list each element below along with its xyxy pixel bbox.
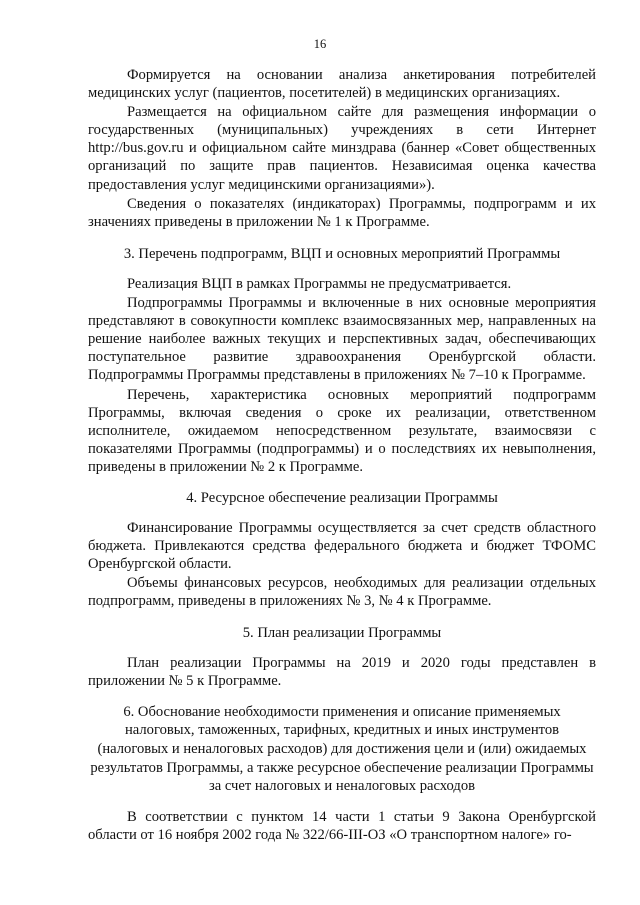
- document-body: [88, 66, 596, 844]
- page-number: 16: [313, 37, 327, 51]
- section-6-heading: 6. Обоснование необходимости применения и описание применяемых налоговых, таможенных, тарифных, кредитных и иных инструментов (налоговых и неналоговых расходов) для достижения цели и (или) ожидаемых результатов Программы, а также ресурсное обеспечение реализации Программы за счет налоговых и неналоговых расходов: [90, 703, 594, 795]
- section-4-paragraph-1: Финансирование Программы осуществляется за счет средств областного бюджета. Привлекаются средства федерального бюджета и бюджет ТФОМС Оренбургской области.: [88, 520, 596, 573]
- section-5-heading: 5. План реализации Программы: [242, 624, 442, 641]
- section-4-heading: 4. Ресурсное обеспечение реализации Программы: [186, 489, 498, 506]
- section-4-paragraph-2: Объемы финансовых ресурсов, необходимых для реализации отдельных подпрограмм, приведены в приложениях № 3, № 4 к Программе.: [88, 575, 596, 610]
- section-3-paragraph-2: Подпрограммы Программы и включенные в них основные мероприятия представляют в совокупности комплекс взаимосвязанных мер, направленных на решение наиболее важных текущих и перспективных задач, обеспечивающих поступательное развитие здравоохранения Оренбургской области. Подпрограммы Программы представлены в приложениях № 7–10 к Программе.: [88, 295, 596, 384]
- paragraph-intro-2: Размещается на официальном сайте для размещения информации о государственных (муниципальных) учреждениях в сети Интернет http://bus.gov.ru и официальном сайте минздрава (баннер «Совет общественных организаций по защите прав пациентов. Независимая оценка качества предоставления услуг медицинскими организациями»).: [88, 104, 596, 193]
- section-3-heading: 3. Перечень подпрограмм, ВЦП и основных мероприятий Программы: [123, 245, 561, 262]
- section-5-paragraph-1: План реализации Программы на 2019 и 2020 годы представлен в приложении № 5 к Программе.: [88, 654, 596, 689]
- section-3-paragraph-1: Реализация ВЦП в рамках Программы не предусматривается.: [127, 275, 512, 292]
- section-6-paragraph-1: В соответствии с пунктом 14 части 1 статьи 9 Закона Оренбургской области от 16 ноября 2002 года № 322/66-III-ОЗ «О транспортном налоге» го-: [88, 808, 596, 843]
- paragraph-intro-3: Сведения о показателях (индикаторах) Программы, подпрограмм и их значениях приведены в приложении № 1 к Программе.: [88, 195, 596, 230]
- paragraph-intro-1: Формируется на основании анализа анкетирования потребителей медицинских услуг (пациентов, посетителей) в медицинских организациях.: [88, 67, 596, 102]
- section-3-paragraph-3: Перечень, характеристика основных мероприятий подпрограмм Программы, включая сведения о сроке их реализации, ответственном исполнителе, ожидаемом непосредственном результате, взаимосвязи с показателями Программы (подпрограммы) и о последствиях их невыполнения, приведены в приложении № 2 к Программе.: [88, 386, 596, 475]
